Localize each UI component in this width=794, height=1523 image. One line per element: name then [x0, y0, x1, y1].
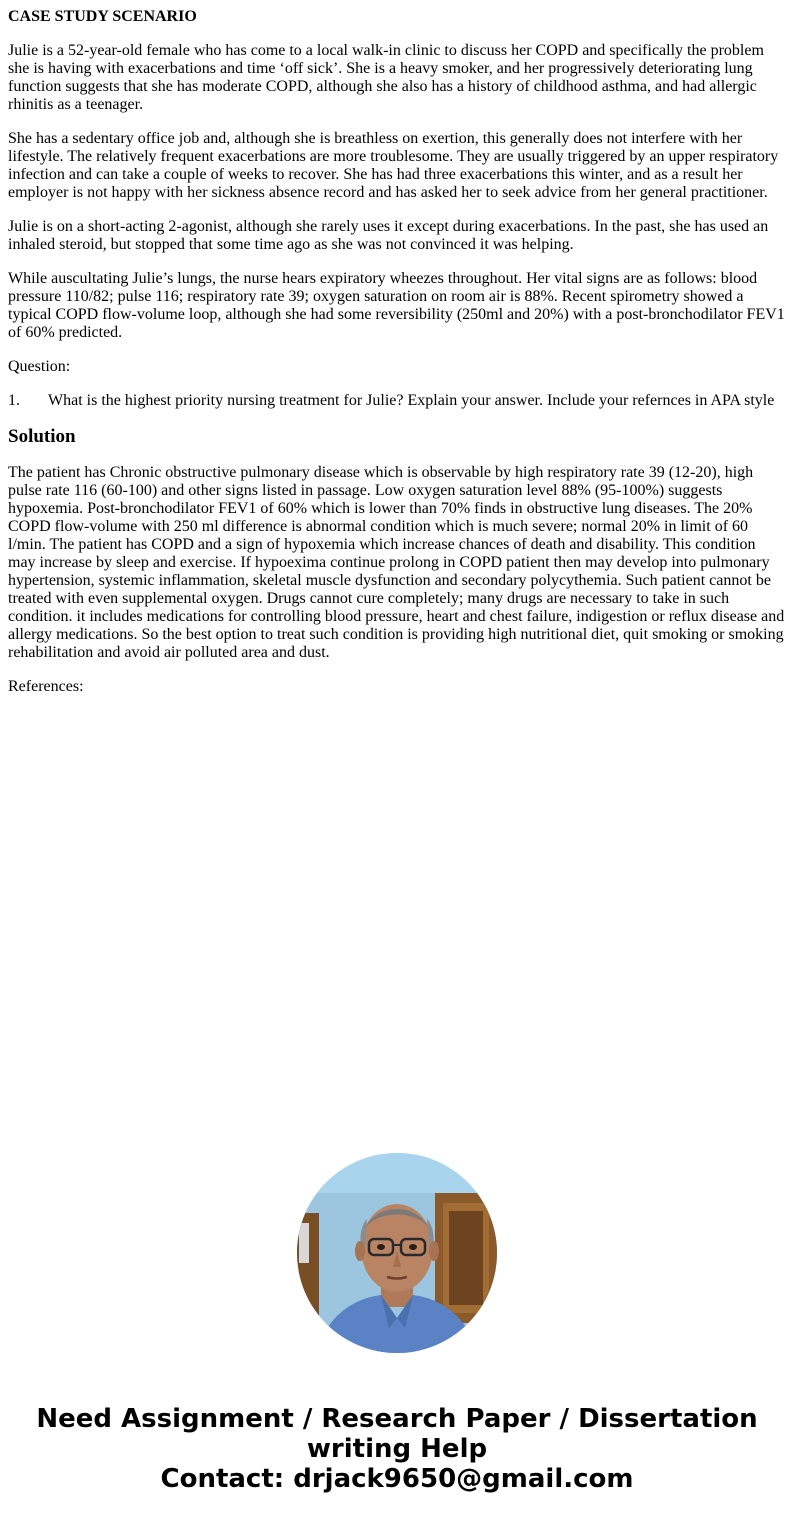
question-label: Question:: [8, 358, 71, 375]
references-label: References:: [8, 678, 84, 695]
promo-line-1: Need Assignment / Research Paper / Dissertation: [36, 1404, 758, 1434]
solution-paragraph: The patient has Chronic obstructive pulmonary disease which is observable by high respiratory rate 39 (12-20), high pulse rate 116 (60-100) and other signs listed in passage. Low oxygen saturation level 88% (95-100%) suggests hypoxemia. Post-bronchodilator FEV1 of 60% which is lower than 70% finds in obstructive lung diseases. The 20% COPD flow-volume with 250 ml difference is abnormal condition which is much severe; normal 20% in limit of 60 l/min. The patient has COPD and a sign of hypoxemia which increase chances of death and disability. This condition may increase by sleep and exercise. If hypoexima continue prolong in COPD patient then may develop into pulmonary hypertension, systemic inflammation, skeletal muscle dysfunction and secondary polycythemia. Such patient cannot be treated with even supplemental oxygen. Drugs cannot cure completely; many drugs are necessary to take in such condition. it includes medications for controlling blood pressure, heart and chest failure, indigestion or reflux disease and allergy medications. So the best option to treat such condition is providing high nutritional diet, quit smoking or smoking rehabilitation and avoid air polluted area and dust.: [8, 464, 785, 661]
question-item: [8, 392, 786, 410]
scenario-paragraph-4: While auscultating Julie’s lungs, the nurse hears expiratory wheezes throughout. Her vital signs are as follows: blood pressure 110/82; pulse 116; respiratory rate 39; oxygen saturation on room air is 88%. Recent spirometry showed a typical COPD flow-volume loop, although she had some reversibility (250ml and 20%) with a post-bronchodilator FEV1 of 60% predicted.: [8, 270, 785, 341]
scenario-paragraph-2: She has a sedentary office job and, although she is breathless on exertion, this generally does not interfere with her lifestyle. The relatively frequent exacerbations are more troublesome. They are usually triggered by an upper respiratory infection and can take a couple of weeks to recover. She has had three exacerbations this winter, and as a result her employer is not happy with her sickness absence record and has asked her to seek advice from her general practitioner.: [8, 130, 779, 201]
promo-banner: [0, 1404, 794, 1494]
avatar-portrait: [297, 1153, 497, 1353]
question-number: 1.: [8, 392, 20, 409]
scenario-paragraph-3: Julie is on a short-acting 2-agonist, although she rarely uses it except during exacerbations. In the past, she has used an inhaled steroid, but stopped that some time ago as she was not convinced it was helping.: [8, 218, 769, 253]
author-avatar: [297, 1153, 497, 1353]
solution-heading: Solution: [8, 426, 76, 447]
scenario-paragraph-1: Julie is a 52-year-old female who has come to a local walk-in clinic to discuss her COPD and specifically the problem she is having with exacerbations and time ‘off sick’. She is a heavy smoker, and her progressively deteriorating lung function suggests that she has moderate COPD, although she also has a history of childhood asthma, and had allergic rhinitis as a teenager.: [8, 42, 764, 113]
promo-contact-line: Contact: drjack9650@gmail.com: [160, 1464, 634, 1494]
promo-line-2: writing Help: [306, 1434, 488, 1464]
case-study-title: CASE STUDY SCENARIO: [8, 8, 197, 25]
question-text: What is the highest priority nursing treatment for Julie? Explain your answer. Include your refernces in APA style: [48, 392, 775, 409]
document-body: [8, 8, 786, 712]
